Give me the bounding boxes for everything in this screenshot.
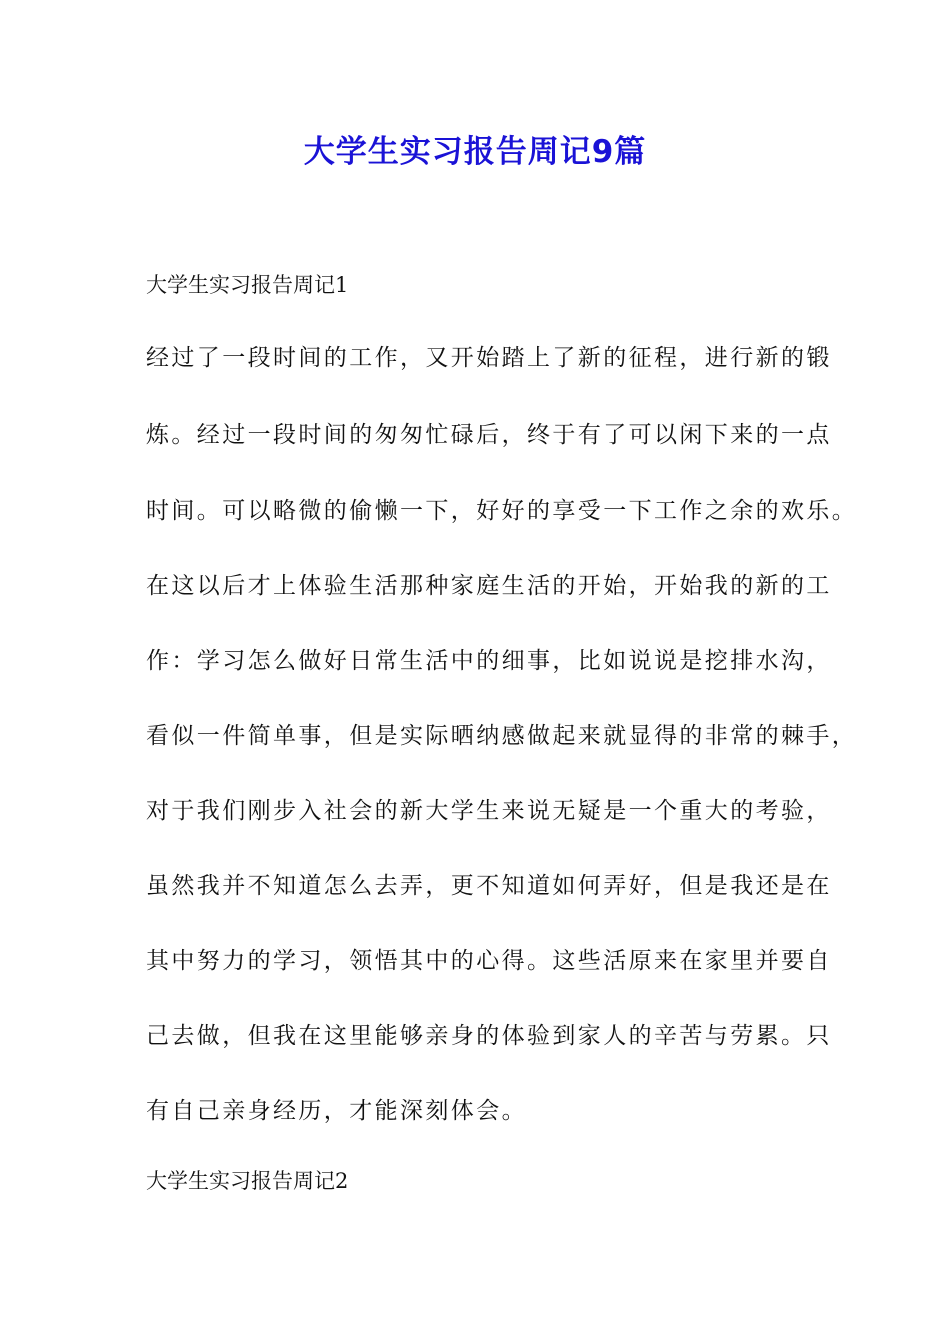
paragraph-line: 己去做，但我在这里能够亲身的体验到家人的辛苦与劳累。只	[146, 1023, 832, 1049]
paragraph-line: 经过了一段时间的工作，又开始踏上了新的征程，进行新的锻	[146, 345, 832, 371]
paragraph-line: 时间。可以略微的偷懒一下，好好的享受一下工作之余的欢乐。	[146, 498, 858, 524]
paragraph-line: 炼。经过一段时间的匆匆忙碌后，终于有了可以闲下来的一点	[146, 422, 832, 448]
paragraph-line: 作：学习怎么做好日常生活中的细事，比如说说是挖排水沟，	[146, 648, 832, 674]
paragraph-line: 其中努力的学习，领悟其中的心得。这些活原来在家里并要自	[146, 948, 832, 974]
paragraph-line: 有自己亲身经历，才能深刻体会。	[146, 1098, 527, 1124]
section-heading-1: 大学生实习报告周记1	[146, 273, 349, 297]
paragraph-line: 对于我们刚步入社会的新大学生来说无疑是一个重大的考验，	[146, 798, 832, 824]
section-heading-2: 大学生实习报告周记2	[146, 1169, 349, 1193]
paragraph-line: 在这以后才上体验生活那种家庭生活的开始，开始我的新的工	[146, 573, 832, 599]
document-title: 大学生实习报告周记9篇	[303, 134, 647, 170]
paragraph-line: 虽然我并不知道怎么去弄，更不知道如何弄好，但是我还是在	[146, 873, 832, 899]
paragraph-line: 看似一件简单事，但是实际晒纳感做起来就显得的非常的棘手，	[146, 723, 858, 749]
